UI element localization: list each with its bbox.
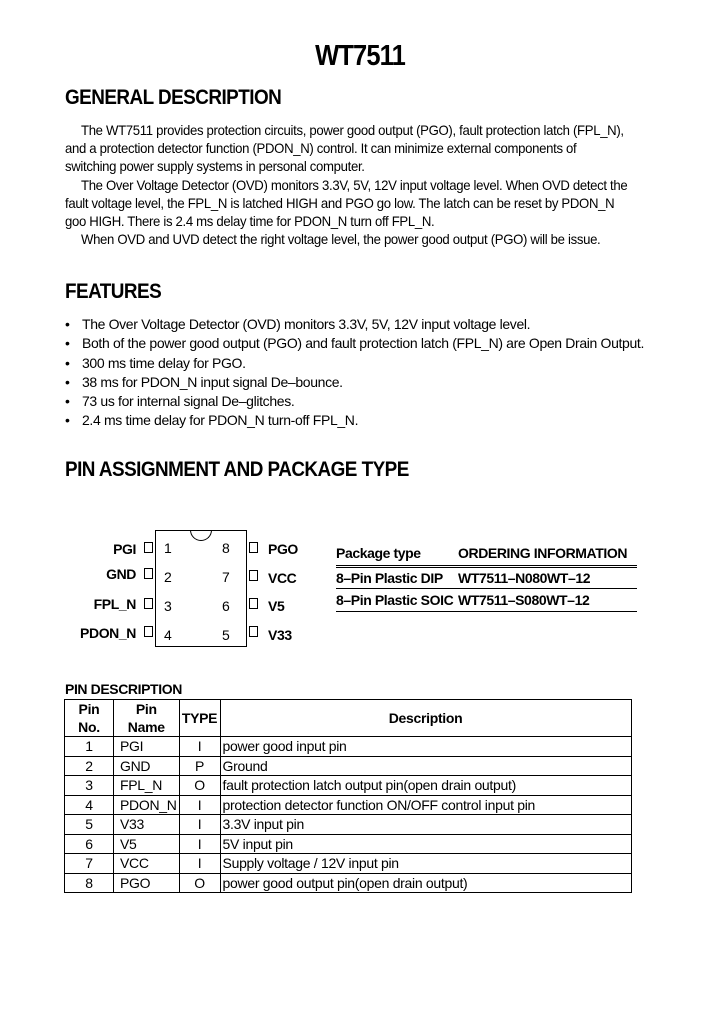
document-title: WT7511 xyxy=(315,40,405,72)
pin-name-cell: V5 xyxy=(114,834,180,854)
table-row xyxy=(65,834,632,854)
pin-name-cell: PGI xyxy=(114,737,180,757)
pin-number-6: 6 xyxy=(222,598,230,614)
general-description-heading: GENERAL DESCRIPTION xyxy=(65,86,282,109)
ordering-row xyxy=(336,568,637,589)
table-row xyxy=(65,873,632,893)
ordering-divider xyxy=(336,588,637,589)
ordering-code-cell: WT7511–N080WT–12 xyxy=(458,570,591,586)
bullet-icon: • xyxy=(65,316,70,332)
type-header: TYPE xyxy=(179,700,220,737)
package-type-cell: 8–Pin Plastic SOIC xyxy=(336,592,454,608)
pin-no-cell: 4 xyxy=(65,795,114,815)
bullet-icon: • xyxy=(65,412,70,429)
ordering-divider xyxy=(336,611,637,612)
pin-number-1: 1 xyxy=(164,540,172,556)
features-heading: FEATURES xyxy=(65,280,162,303)
pin-number-4: 4 xyxy=(164,627,172,643)
general-paragraph-2: The Over Voltage Detector (OVD) monitors 3.3V, 5V, 12V input voltage level. When OVD detect the fault voltage level, the FPL_N is latched HIGH and PGO go low. The latch can be reset by PDON_N goo HIGH. There is 2.4 ms delay time for PDON_N turn off FPL_N. xyxy=(65,176,628,230)
type-cell: I xyxy=(179,834,220,854)
pin-no-cell: 6 xyxy=(65,834,114,854)
description-cell: 3.3V input pin xyxy=(220,815,631,835)
feature-item: • 2.4 ms time delay for PDON_N turn-off FPL_N. xyxy=(65,411,644,430)
pin-label-vcc: VCC xyxy=(268,570,297,586)
description-header: Description xyxy=(220,700,631,737)
pin-5-lead xyxy=(249,626,258,637)
ordering-divider xyxy=(336,565,637,566)
type-cell: I xyxy=(179,737,220,757)
feature-item: • 300 ms time delay for PGO. xyxy=(65,354,644,373)
features-list xyxy=(65,315,644,431)
pin-7-lead xyxy=(249,570,258,581)
table-header-row xyxy=(65,700,632,737)
pin-number-8: 8 xyxy=(222,540,230,556)
pin-no-header: Pin No. xyxy=(65,700,114,737)
description-cell: Supply voltage / 12V input pin xyxy=(220,854,631,874)
pin-number-2: 2 xyxy=(164,569,172,585)
bullet-icon: • xyxy=(65,393,70,410)
pin-name-cell: GND xyxy=(114,756,180,776)
general-paragraph-3: When OVD and UVD detect the right voltage level, the power good output (PGO) will be issue. xyxy=(80,231,601,248)
pin-name-cell: PGO xyxy=(114,873,180,893)
type-cell: P xyxy=(179,756,220,776)
pin-assignment-heading: PIN ASSIGNMENT AND PACKAGE TYPE xyxy=(65,458,409,481)
table-row xyxy=(65,756,632,776)
pin-1-lead xyxy=(144,542,153,553)
pin-number-3: 3 xyxy=(164,598,172,614)
description-cell: Ground xyxy=(220,756,631,776)
pin-description-table xyxy=(64,699,632,893)
pin-4-lead xyxy=(144,626,153,637)
package-type-cell: 8–Pin Plastic DIP xyxy=(336,570,443,586)
general-description-body xyxy=(65,121,629,248)
package-type-header: Package type xyxy=(336,545,421,561)
pin-label-pgo: PGO xyxy=(268,541,298,557)
description-cell: power good output pin(open drain output) xyxy=(220,873,631,893)
pin-no-cell: 5 xyxy=(65,815,114,835)
pin-name-cell: FPL_N xyxy=(114,776,180,796)
type-cell: I xyxy=(179,795,220,815)
pin-label-v33: V33 xyxy=(268,627,292,643)
table-row xyxy=(65,854,632,874)
ordering-info-header: ORDERING INFORMATION xyxy=(458,545,628,561)
type-cell: O xyxy=(179,873,220,893)
feature-item: • Both of the power good output (PGO) and fault protection latch (FPL_N) are Open Drain Output. xyxy=(65,334,644,353)
pin-6-lead xyxy=(249,598,258,609)
feature-item: • 73 us for internal signal De–glitches. xyxy=(65,392,644,411)
pin-number-7: 7 xyxy=(222,569,230,585)
pin-label-v5: V5 xyxy=(268,598,285,614)
pin-name-cell: VCC xyxy=(114,854,180,874)
ordering-header-row xyxy=(336,543,637,564)
description-cell: fault protection latch output pin(open drain output) xyxy=(220,776,631,796)
description-cell: protection detector function ON/OFF control input pin xyxy=(220,795,631,815)
pin-number-5: 5 xyxy=(222,627,230,643)
type-cell: I xyxy=(179,815,220,835)
table-row xyxy=(65,737,632,757)
ordering-row xyxy=(336,590,637,611)
bullet-icon: • xyxy=(65,373,70,390)
feature-item: • 38 ms for PDON_N input signal De–bounce. xyxy=(65,373,644,392)
general-paragraph-1: The WT7511 provides protection circuits, power good output (PGO), fault protection latch (FPL_N), and a protection detector function (PDON_N) control. It can minimize external components of switching power supply systems in personal computer. xyxy=(65,122,624,175)
pin-name-cell: V33 xyxy=(114,815,180,835)
pin-name-header: Pin Name xyxy=(114,700,180,737)
pin-no-cell: 3 xyxy=(65,776,114,796)
type-cell: I xyxy=(179,854,220,874)
type-cell: O xyxy=(179,776,220,796)
ordering-code-cell: WT7511–S080WT–12 xyxy=(458,592,590,608)
pin-name-cell: PDON_N xyxy=(114,795,180,815)
pin-label-gnd: GND xyxy=(106,566,136,582)
pin-2-lead xyxy=(144,568,153,579)
description-cell: power good input pin xyxy=(220,737,631,757)
pin-no-cell: 2 xyxy=(65,756,114,776)
pin-8-lead xyxy=(249,542,258,553)
table-row xyxy=(65,815,632,835)
pin-3-lead xyxy=(144,598,153,609)
pin-no-cell: 1 xyxy=(65,737,114,757)
bullet-icon: • xyxy=(65,354,70,371)
pin-description-title: PIN DESCRIPTION xyxy=(65,681,182,697)
table-row xyxy=(65,776,632,796)
ordering-table xyxy=(336,543,637,611)
pin-label-fpl-n: FPL_N xyxy=(93,596,136,612)
bullet-icon: • xyxy=(65,335,70,352)
table-row xyxy=(65,795,632,815)
description-cell: 5V input pin xyxy=(220,834,631,854)
pin-no-cell: 8 xyxy=(65,873,114,893)
pin-label-pdon-n: PDON_N xyxy=(80,625,136,641)
pin-label-pgi: PGI xyxy=(113,541,136,557)
pin-no-cell: 7 xyxy=(65,854,114,874)
feature-item: • The Over Voltage Detector (OVD) monitors 3.3V, 5V, 12V input voltage level. xyxy=(65,315,644,334)
